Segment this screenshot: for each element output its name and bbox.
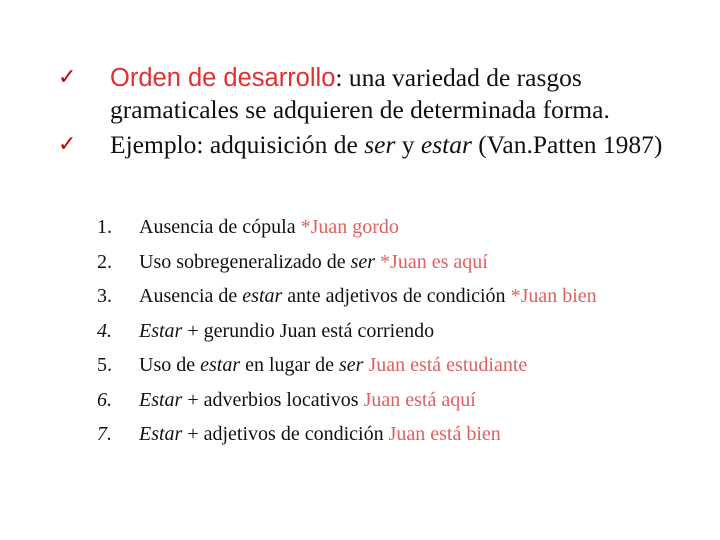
list-number: 4. bbox=[97, 319, 112, 342]
list-item bbox=[97, 215, 677, 239]
item-italic: Estar bbox=[139, 319, 183, 342]
item-text: ante adjetivos de condición bbox=[282, 285, 511, 307]
item-italic: ser bbox=[350, 250, 376, 273]
list-item bbox=[97, 353, 677, 377]
item-italic: estar bbox=[242, 285, 283, 307]
list-number: 3. bbox=[97, 285, 112, 307]
ser-word: ser bbox=[364, 130, 396, 159]
item-text: Uso sobregeneralizado de bbox=[139, 250, 351, 273]
item-italic: ser bbox=[338, 354, 364, 376]
item-italic: Estar bbox=[139, 388, 183, 411]
item-example: *Juan gordo bbox=[300, 216, 399, 238]
item-text: Uso de bbox=[139, 354, 201, 376]
item-text: en lugar de bbox=[240, 354, 339, 376]
item-example: Juan está aquí bbox=[363, 388, 476, 411]
numbered-list bbox=[97, 215, 677, 457]
bullet-ejemplo bbox=[58, 129, 698, 160]
item-text: Ausencia de cópula bbox=[139, 216, 301, 238]
item-example: *Juan es aquí bbox=[375, 250, 488, 273]
item-text: + gerundio Juan está corriendo bbox=[182, 319, 435, 342]
item-example: Juan está bien bbox=[388, 423, 501, 445]
item-example: *Juan bien bbox=[510, 285, 597, 307]
item-italic: Estar bbox=[139, 423, 183, 445]
list-number: 1. bbox=[97, 216, 112, 238]
list-item bbox=[97, 284, 677, 308]
item-example: Juan está estudiante bbox=[363, 354, 528, 376]
bullet-text: Ejemplo: adquisición de bbox=[110, 130, 365, 159]
estar-word: estar bbox=[420, 130, 472, 159]
list-item bbox=[97, 422, 677, 446]
list-item bbox=[97, 319, 677, 343]
bullet-text: : una variedad de rasgos gramaticales se adquieren de determinada forma. bbox=[110, 63, 610, 124]
checkmark-icon: ✓ bbox=[58, 132, 77, 157]
bullet-orden-desarrollo bbox=[58, 62, 698, 125]
item-text: + adjetivos de condición bbox=[182, 423, 389, 445]
bullet-text: y bbox=[395, 130, 421, 159]
list-item bbox=[97, 388, 677, 412]
check-bullet-list bbox=[58, 62, 698, 164]
item-text: + adverbios locativos bbox=[182, 388, 364, 411]
list-number: 6. bbox=[97, 388, 112, 411]
list-item bbox=[97, 250, 677, 274]
item-italic: estar bbox=[200, 354, 241, 376]
bullet-text: (Van.Patten 1987) bbox=[471, 130, 663, 159]
list-number: 7. bbox=[97, 423, 112, 445]
item-text: Ausencia de bbox=[139, 285, 243, 307]
bullet-term: Orden de desarrollo bbox=[110, 64, 336, 92]
checkmark-icon: ✓ bbox=[58, 65, 77, 90]
list-number: 5. bbox=[97, 354, 112, 376]
list-number: 2. bbox=[97, 250, 112, 273]
